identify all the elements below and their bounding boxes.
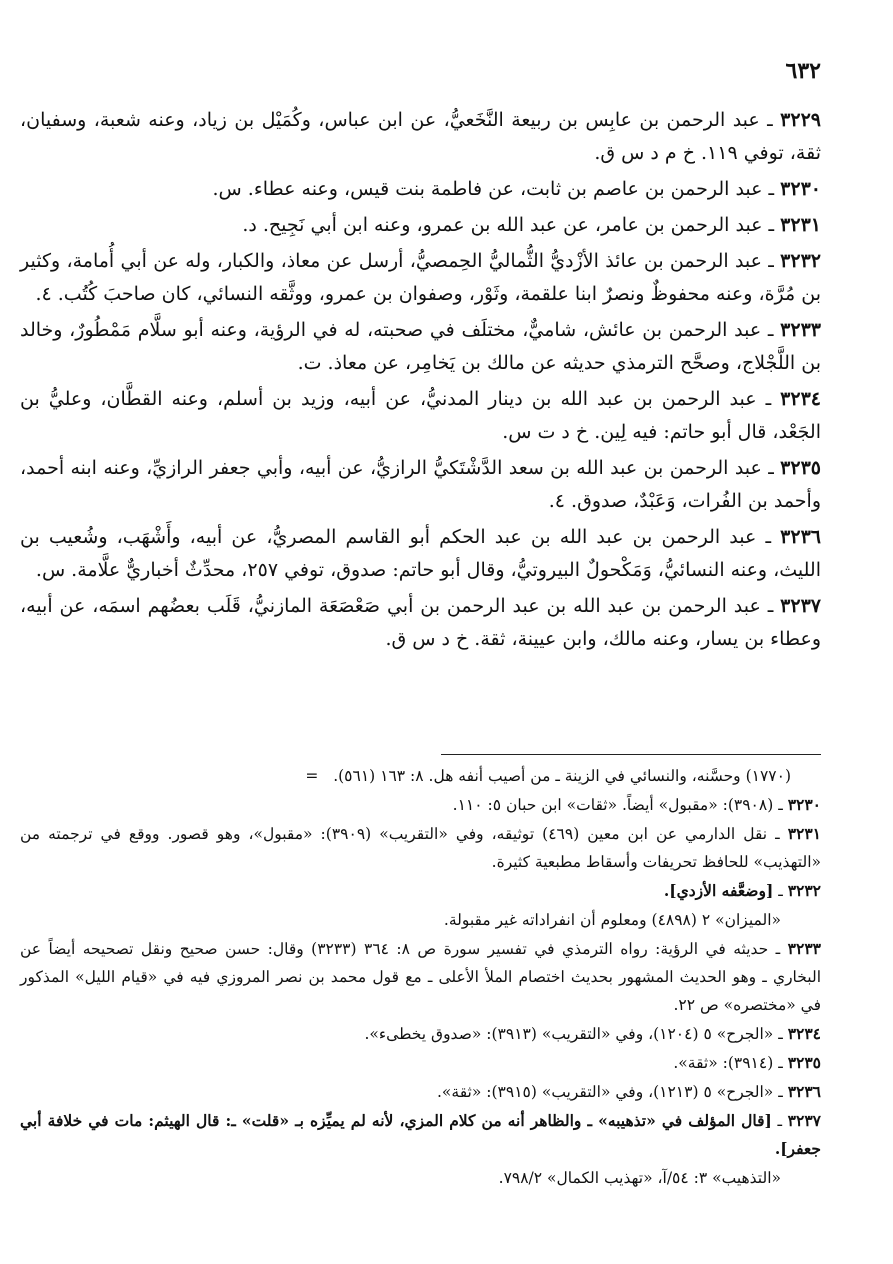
- footnote-text: [وضعَّفه الأزدي].: [663, 881, 774, 900]
- footnote-text: [قال المؤلف في «تذهيبه» ـ والظاهر أنه من كلام المزي، لأنه لم يميِّزه بـ «قلت» ـ: قال الهيثم: مات في خلافة أبي جعفر].: [20, 1111, 821, 1158]
- entry-number: ٣٢٣٠: [780, 178, 821, 200]
- main-text: [20, 104, 821, 659]
- entry-text: عبد الرحمن بن عبد الله بن عبد الرحمن بن أبي صَعْصَعَة المازنيُّ، قَلَب بعضُهم اسمَه، عن أبيه، وعطاء بن يسار، وعنه مالك، وابن عيينة، ثقة. خ د س ق.: [20, 595, 821, 650]
- entry-3237: ٣٢٣٧ ـ عبد الرحمن بن عبد الله بن عبد الرحمن بن أبي صَعْصَعَة المازنيُّ، قَلَب بعضُهم اسمَه، عن أبيه، وعطاء بن يسار، وعنه مالك، وابن عيينة، ثقة. خ د س ق.: [20, 595, 821, 650]
- entry-number: ٣٢٣٧: [780, 595, 821, 617]
- entry-number: ٣٢٣٢: [780, 250, 821, 272]
- entry-text: عبد الرحمن بن عبد الله بن دينار المدنيُّ، عن أبيه، وزيد بن أسلم، وعنه القطَّان، وعليُّ بن الجَعْد، قال أبو حاتم: فيه لِين. خ د ت س.: [20, 388, 821, 443]
- entry-3230: ٣٢٣٠ ـ عبد الرحمن بن عاصم بن ثابت، عن فاطمة بنت قيس، وعنه عطاء. س.: [212, 178, 821, 200]
- footnote-text: «الجرح» ٥ (١٢٠٤)، وفي «التقريب» (٣٩١٣): «صدوق يخطىء».: [364, 1025, 774, 1043]
- footnote-number: ٣٢٣١: [787, 824, 821, 843]
- footnote-3235: ٣٢٣٥ ـ (٣٩١٤): «ثقة».: [673, 1053, 821, 1072]
- entry-text: عبد الرحمن بن عامر، عن عبد الله بن عمرو، وعنه ابن أبي نَجِيح. د.: [242, 214, 763, 236]
- footnote-number: ٣٢٣٥: [787, 1053, 821, 1072]
- page-number: ٦٣٢: [785, 58, 821, 84]
- footnote-number: ٣٢٣٢: [787, 881, 821, 900]
- entry-3229: ٣٢٢٩ ـ عبد الرحمن بن عابِس بن ربيعة النَّخَعيُّ، عن ابن عباس، وكُمَيْل بن زياد، وعنه شعبة، وسفيان، ثقة، توفي ١١٩. خ م د س ق.: [20, 109, 821, 164]
- entry-text: عبد الرحمن بن عبد الله بن سعد الدَّشْتَكيُّ الرازيُّ، عن أبيه، وأبي جعفر الرازيِّ، وعنه ابنه أحمد، وأحمد بن الفُرات، وَعَبْدٌ، صدوق. ٤.: [20, 457, 821, 512]
- entry-3235: ٣٢٣٥ ـ عبد الرحمن بن عبد الله بن سعد الدَّشْتَكيُّ الرازيُّ، عن أبيه، وأبي جعفر الرازيِّ، وعنه ابنه أحمد، وأحمد بن الفُرات، وَعَبْدٌ، صدوق. ٤.: [20, 457, 821, 512]
- footnote-number: ٣٢٣٧: [787, 1111, 821, 1130]
- entry-number: ٣٢٣٣: [780, 319, 821, 341]
- footnote-continuation: [20, 762, 791, 790]
- entry-text: عبد الرحمن بن عاصم بن ثابت، عن فاطمة بنت قيس، وعنه عطاء. س.: [212, 178, 763, 200]
- footnote-text: نقل الدارمي عن ابن معين (٤٦٩) توثيقه، وفي «التقريب» (٣٩٠٩): «مقبول»، وهو قصور. ووقع في ترجمته من «التهذيب» للحافظ تحريفات وأسقاط مطبعية كثيرة.: [20, 825, 821, 871]
- footnote-number: ٣٢٣٠: [787, 795, 821, 814]
- entry-number: ٣٢٢٩: [780, 109, 821, 131]
- footnote-3233: ٣٢٣٣ ـ حديثه في الرؤية: رواه الترمذي في تفسير سورة ص ٨: ٣٦٤ (٣٢٣٣) وقال: حسن صحيح ونقل تصحيحه أيضاً عن البخاري ـ وهو الحديث المشهور بحديث اختصام الملأ الأعلى ـ مع قول محمد بن نصر المروزي فيه في «قيام الليل» المذكور في «مختصره» ص ٢٢.: [20, 939, 821, 1014]
- continuation-mark: =: [305, 767, 319, 785]
- footnote-3234: ٣٢٣٤ ـ «الجرح» ٥ (١٢٠٤)، وفي «التقريب» (٣٩١٣): «صدوق يخطىء».: [364, 1024, 821, 1043]
- entry-number: ٣٢٣٤: [780, 388, 821, 410]
- entry-3233: ٣٢٣٣ ـ عبد الرحمن بن عائش، شاميٌّ، مختلَف في صحبته، له في الرؤية، وعنه أبو سلَّام مَمْطُورٌ، وخالد بن اللَّجْلاج، وصحَّح الترمذي حديثه عن مالك بن يَخامِر، عن معاذ. ت.: [20, 319, 821, 374]
- footnote-number: ٣٢٣٦: [787, 1082, 821, 1101]
- footnote-3237: ٣٢٣٧ ـ [قال المؤلف في «تذهيبه» ـ والظاهر أنه من كلام المزي، لأنه لم يميِّزه بـ «قلت» ـ: قال الهيثم: مات في خلافة أبي جعفر].: [20, 1111, 821, 1158]
- entry-3232: ٣٢٣٢ ـ عبد الرحمن بن عائذ الأزْديُّ الثُّماليُّ الحِمصيُّ، أرسل عن معاذ، والكبار، وله عن أبي أُمامة، وكثير بن مُرَّة، وعنه محفوظٌ ونصرٌ ابنا علقمة، وثَوْر، وصفوان بن عمرو، ووثَّقه النسائي، كان صاحبَ كُتُب. ٤.: [20, 250, 821, 305]
- entry-3236: ٣٢٣٦ ـ عبد الرحمن بن عبد الله بن عبد الحكم أبو القاسم المصريُّ، عن أبيه، وأَشْهَب، وشُعيب بن الليث، وعنه النسائيُّ، وَمَكْحولٌ البيروتيُّ، وقال أبو حاتم: صدوق، توفي ٢٥٧، محدِّثٌ أخباريٌّ علَّامة. س.: [20, 526, 821, 581]
- entry-3231: ٣٢٣١ ـ عبد الرحمن بن عامر، عن عبد الله بن عمرو، وعنه ابن أبي نَجِيح. د.: [242, 214, 821, 236]
- footnote-number: ٣٢٣٣: [787, 939, 821, 958]
- footnote-text: (٣٩١٤): «ثقة».: [673, 1054, 774, 1072]
- entry-text: عبد الرحمن بن عابِس بن ربيعة النَّخَعيُّ، عن ابن عباس، وكُمَيْل بن زياد، وعنه شعبة، وسفيان، ثقة، توفي ١١٩. خ م د س ق.: [20, 109, 821, 164]
- entry-number: ٣٢٣٦: [780, 526, 821, 548]
- entry-text: عبد الرحمن بن عائذ الأزْديُّ الثُّماليُّ الحِمصيُّ، أرسل عن معاذ، والكبار، وله عن أبي أُمامة، وكثير بن مُرَّة، وعنه محفوظٌ ونصرٌ ابنا علقمة، وثَوْر، وصفوان بن عمرو، ووثَّقه النسائي، كان صاحبَ كُتُب. ٤.: [20, 250, 821, 305]
- footnote-3237-source: «التذهيب» ٣: ٥٤/آ، «تهذيب الكمال» ٧٩٨/٢.: [498, 1169, 781, 1187]
- footnotes: [20, 762, 821, 1193]
- entry-3234: ٣٢٣٤ ـ عبد الرحمن بن عبد الله بن دينار المدنيُّ، عن أبيه، وزيد بن أسلم، وعنه القطَّان، وعليُّ بن الجَعْد، قال أبو حاتم: فيه لِين. خ د ت س.: [20, 388, 821, 443]
- footnote-number: ٣٢٣٤: [787, 1024, 821, 1043]
- entry-number: ٣٢٣١: [780, 214, 821, 236]
- footnote-text: «الجرح» ٥ (١٢١٣)، وفي «التقريب» (٣٩١٥): «ثقة».: [436, 1083, 774, 1101]
- entry-number: ٣٢٣٥: [780, 457, 821, 479]
- footnote-3231: ٣٢٣١ ـ نقل الدارمي عن ابن معين (٤٦٩) توثيقه، وفي «التقريب» (٣٩٠٩): «مقبول»، وهو قصور. ووقع في ترجمته من «التهذيب» للحافظ تحريفات وأسقاط مطبعية كثيرة.: [20, 824, 821, 871]
- footnote-text: (١٧٧٠) وحسَّنه، والنسائي في الزينة ـ من أصيب أنفه هل. ٨: ١٦٣ (٥٦١).: [333, 767, 791, 785]
- footnote-3236: ٣٢٣٦ ـ «الجرح» ٥ (١٢١٣)، وفي «التقريب» (٣٩١٥): «ثقة».: [436, 1082, 821, 1101]
- entry-text: عبد الرحمن بن عائش، شاميٌّ، مختلَف في صحبته، له في الرؤية، وعنه أبو سلَّام مَمْطُورٌ، وخالد بن اللَّجْلاج، وصحَّح الترمذي حديثه عن مالك بن يَخامِر، عن معاذ. ت.: [20, 319, 821, 374]
- footnote-text: (٣٩٠٨): «مقبول» أيضاً. «ثقات» ابن حبان ٥: ١١٠.: [452, 796, 774, 814]
- footnote-3230: ٣٢٣٠ ـ (٣٩٠٨): «مقبول» أيضاً. «ثقات» ابن حبان ٥: ١١٠.: [452, 795, 821, 814]
- footnote-separator: [441, 754, 821, 755]
- footnote-3232: ٣٢٣٢ ـ [وضعَّفه الأزدي].: [663, 881, 821, 900]
- footnote-text: حديثه في الرؤية: رواه الترمذي في تفسير سورة ص ٨: ٣٦٤ (٣٢٣٣) وقال: حسن صحيح ونقل تصحيحه أيضاً عن البخاري ـ وهو الحديث المشهور بحديث اختصام الملأ الأعلى ـ مع قول محمد بن نصر المروزي فيه في «قيام الليل» المذكور في «مختصره» ص ٢٢.: [20, 940, 821, 1014]
- entry-text: عبد الرحمن بن عبد الله بن عبد الحكم أبو القاسم المصريُّ، عن أبيه، وأَشْهَب، وشُعيب بن الليث، وعنه النسائيُّ، وَمَكْحولٌ البيروتيُّ، وقال أبو حاتم: صدوق، توفي ٢٥٧، محدِّثٌ أخباريٌّ علَّامة. س.: [20, 526, 821, 581]
- footnote-3232-source: «الميزان» ٢ (٤٨٩٨) ومعلوم أن انفراداته غير مقبولة.: [443, 911, 781, 929]
